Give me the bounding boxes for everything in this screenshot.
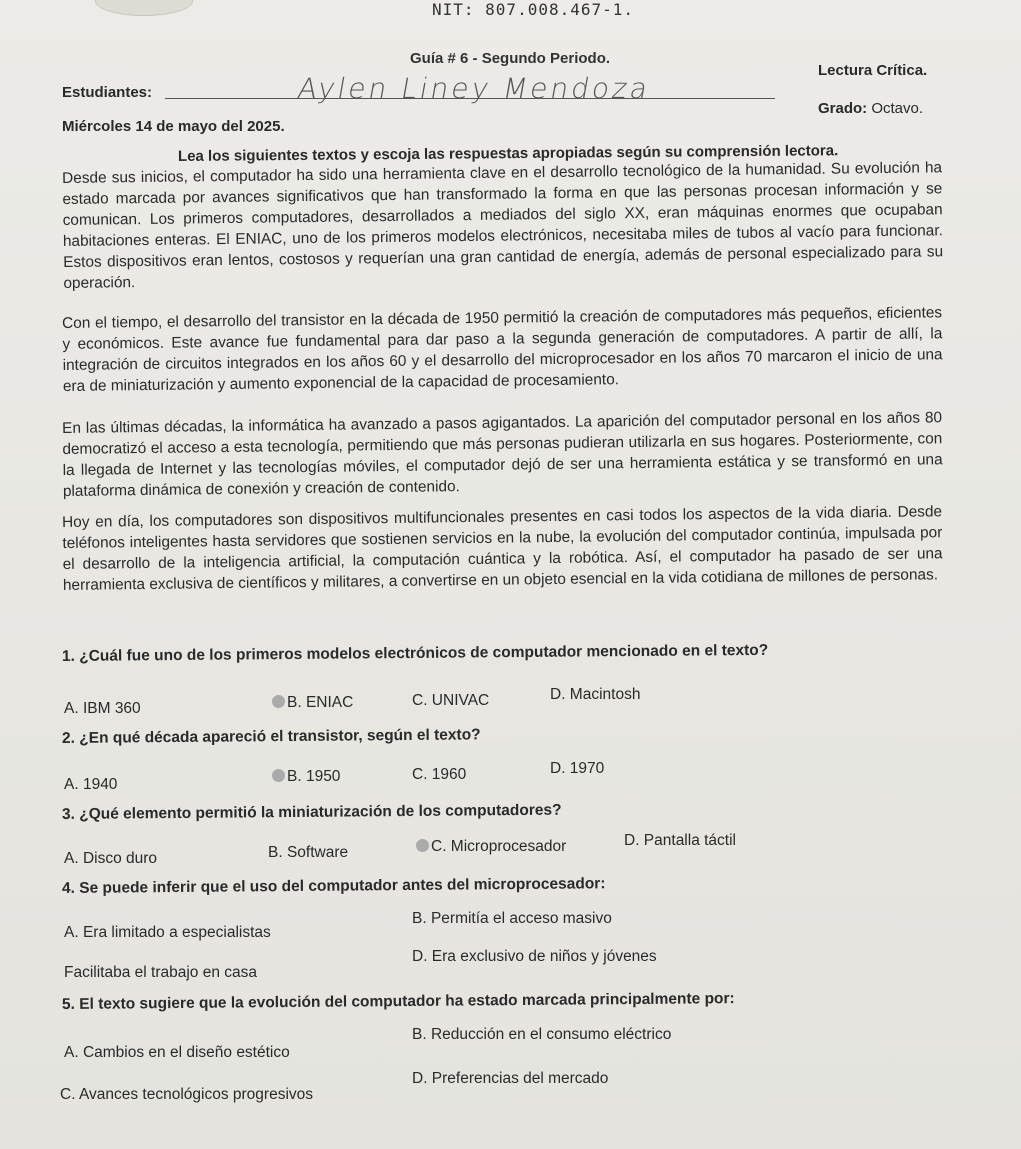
paragraph-2: Con el tiempo, el desarrollo del transistor en la década de 1950 permitió la creación de computadores más pequeños, eficientes y económicos. Este avance fue fundamental para dar paso a la segunda generación de computadores. A partir de allí, la integración de circuitos integrados en los años 60 y el desarrollo del microprocesador en los años 70 marcaron el inicio de una era de miniaturización y aumento exponencial de la capacidad de procesamiento. <box>62 304 943 395</box>
q4-option-b[interactable]: B. Permitía el acceso masivo <box>412 910 612 927</box>
grade-label <box>818 100 923 117</box>
q2-option-c[interactable]: C. 1960 <box>412 766 467 783</box>
q2-option-b-label: B. 1950 <box>287 768 341 785</box>
paragraph-1: Desde sus inicios, el computador ha sido una herramienta clave en el desarrollo tecnológico de la humanidad. Su evolución ha estado marcada por avances significativos que han transformado la forma en que las personas procesan información y se comunican. Los primeros computadores, desarrollados a mediados del siglo XX, eran máquinas enormes que ocupaban habitaciones enteras. El ENIAC, uno de los primeros modelos electrónicos, necesitaba miles de tubos al vacío para funcionar. Estos dispositivos eran lentos, costosos y requerían una gran cantidad de energía, además de personal especializado para su operación. <box>62 159 944 292</box>
q5-option-a[interactable]: A. Cambios en el diseño estético <box>64 1044 290 1061</box>
q5-option-c[interactable]: C. Avances tecnológicos progresivos <box>60 1086 314 1103</box>
q3-option-a[interactable]: A. Disco duro <box>64 850 158 867</box>
date-label: Miércoles 14 de mayo del 2025. <box>62 118 285 135</box>
q3-option-b[interactable]: B. Software <box>268 844 349 861</box>
q3-option-c-label: C. Microprocesador <box>431 838 567 855</box>
q4-option-d[interactable]: D. Era exclusivo de niños y jóvenes <box>412 948 657 965</box>
guide-title: Guía # 6 - Segundo Periodo. <box>410 50 611 67</box>
q4-option-c[interactable]: Facilitaba el trabajo en casa <box>64 964 258 981</box>
question-3: 3. ¿Qué elemento permitió la miniaturización de los computadores? <box>61 801 562 823</box>
q1-option-b-label: B. ENIAC <box>287 694 354 711</box>
q1-option-b[interactable] <box>272 694 353 712</box>
question-1: 1. ¿Cuál fue uno de los primeros modelos electrónicos de computador mencionado en el texto? <box>61 641 769 665</box>
nit-number: NIT: 807.008.467-1. <box>432 0 635 19</box>
q1-option-c[interactable]: C. UNIVAC <box>412 692 490 709</box>
q2-option-a[interactable]: A. 1940 <box>64 776 118 793</box>
q5-option-d[interactable]: D. Preferencias del mercado <box>412 1070 609 1087</box>
paragraph-3: En las últimas décadas, la informática ha avanzado a pasos agigantados. La aparición del computador personal en los años 80 democratizó el acceso a esta tecnología, permitiendo que más personas pudieran utilizarla en sus hogares. Posteriormente, con la llegada de Internet y las tecnologías móviles, el computador dejó de ser una herramienta estática y se transformó en una plataforma dinámica de conexión y creación de contenido. <box>62 409 943 500</box>
q3-option-d[interactable]: D. Pantalla táctil <box>624 832 736 849</box>
instructions: Lea los siguientes textos y escoja las respuestas apropiadas según su comprensión lectora. <box>177 142 839 165</box>
q2-option-d[interactable]: D. 1970 <box>550 760 605 777</box>
grade-label-key: Grado: <box>818 100 868 117</box>
question-2: 2. ¿En qué década apareció el transistor, según el texto? <box>61 726 481 747</box>
answer-mark-icon <box>416 839 429 852</box>
q1-option-a[interactable]: A. IBM 360 <box>64 700 141 717</box>
q2-option-b[interactable] <box>272 768 340 786</box>
students-label: Estudiantes: <box>62 84 153 101</box>
grade-value: Octavo. <box>871 100 924 117</box>
q5-option-b[interactable]: B. Reducción en el consumo eléctrico <box>412 1026 672 1043</box>
answer-mark-icon <box>272 769 285 782</box>
q4-option-a[interactable]: A. Era limitado a especialistas <box>64 924 271 941</box>
q1-option-d[interactable]: D. Macintosh <box>550 686 641 703</box>
student-name-handwritten: Aylen Liney Mendoza <box>295 72 654 105</box>
q3-option-c[interactable] <box>416 838 566 856</box>
question-4: 4. Se puede inferir que el uso del computador antes del microprocesador: <box>61 875 606 897</box>
paragraph-4: Hoy en día, los computadores son dispositivos multifuncionales presentes en casi todos los aspectos de la vida diaria. Desde teléfonos inteligentes hasta servidores que sostienen servicios en la nube, la evolución del computador continúa, impulsada por el desarrollo de la inteligencia artificial, la computación cuántica y la robótica. Así, el computador ha pasado de ser una herramienta exclusiva de científicos y militares, a convertirse en un objeto esencial en la vida cotidiana de millones de personas. <box>62 503 943 594</box>
subject-label: Lectura Crítica. <box>818 62 928 79</box>
answer-mark-icon <box>272 695 285 708</box>
school-logo <box>95 0 193 16</box>
question-5: 5. El texto sugiere que la evolución del computador ha estado marcada principalmente por: <box>61 990 735 1013</box>
